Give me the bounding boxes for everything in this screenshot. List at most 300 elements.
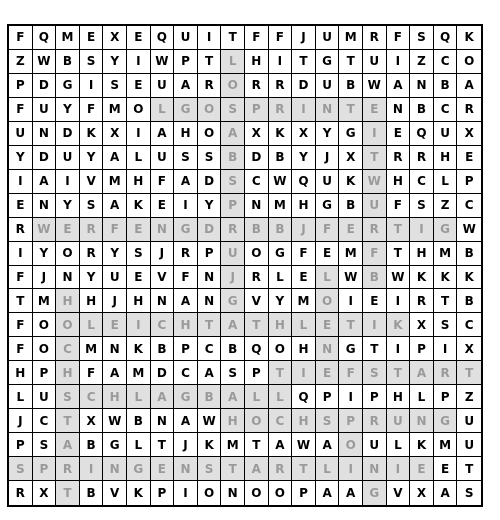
letter-cell[interactable]: P <box>198 242 222 266</box>
letter-cell[interactable]: F <box>9 313 33 337</box>
letter-cell[interactable]: L <box>316 266 340 290</box>
letter-cell[interactable]: C <box>434 98 458 122</box>
letter-cell[interactable]: K <box>127 337 151 361</box>
letter-cell[interactable]: L <box>80 313 104 337</box>
letter-cell[interactable]: A <box>221 385 245 409</box>
letter-cell[interactable]: J <box>316 146 340 170</box>
letter-cell[interactable]: U <box>9 122 33 146</box>
letter-cell[interactable]: T <box>387 361 411 385</box>
letter-cell[interactable]: I <box>363 313 387 337</box>
letter-cell[interactable]: R <box>9 218 33 242</box>
letter-cell[interactable]: O <box>198 122 222 146</box>
letter-cell[interactable]: E <box>339 218 363 242</box>
letter-cell[interactable]: R <box>80 218 104 242</box>
letter-cell[interactable]: S <box>198 457 222 481</box>
letter-cell[interactable]: F <box>9 98 33 122</box>
letter-cell[interactable]: X <box>457 337 481 361</box>
letter-cell[interactable]: E <box>151 457 175 481</box>
letter-cell[interactable]: T <box>363 337 387 361</box>
letter-cell[interactable]: F <box>316 218 340 242</box>
letter-cell[interactable]: B <box>339 74 363 98</box>
letter-cell[interactable]: H <box>434 146 458 170</box>
letter-cell[interactable]: C <box>33 409 57 433</box>
letter-cell[interactable]: L <box>221 50 245 74</box>
letter-cell[interactable]: R <box>269 457 293 481</box>
letter-cell[interactable]: E <box>434 457 458 481</box>
letter-cell[interactable]: S <box>80 194 104 218</box>
letter-cell[interactable]: R <box>80 242 104 266</box>
letter-cell[interactable]: R <box>245 266 269 290</box>
letter-cell[interactable]: N <box>174 457 198 481</box>
letter-cell[interactable]: A <box>457 74 481 98</box>
letter-cell[interactable]: G <box>174 98 198 122</box>
letter-cell[interactable]: K <box>127 194 151 218</box>
letter-cell[interactable]: B <box>457 242 481 266</box>
letter-cell[interactable]: I <box>387 457 411 481</box>
letter-cell[interactable]: D <box>198 218 222 242</box>
letter-cell[interactable]: O <box>198 481 222 505</box>
letter-cell[interactable]: G <box>316 50 340 74</box>
letter-cell[interactable]: N <box>151 409 175 433</box>
letter-cell[interactable]: Q <box>292 170 316 194</box>
letter-cell[interactable]: E <box>387 122 411 146</box>
letter-cell[interactable]: S <box>103 74 127 98</box>
letter-cell[interactable]: C <box>410 170 434 194</box>
letter-cell[interactable]: W <box>387 266 411 290</box>
letter-cell[interactable]: Y <box>292 146 316 170</box>
letter-cell[interactable]: K <box>387 313 411 337</box>
letter-cell[interactable]: C <box>80 385 104 409</box>
letter-cell[interactable]: E <box>127 74 151 98</box>
letter-cell[interactable]: T <box>269 361 293 385</box>
letter-cell[interactable]: K <box>127 481 151 505</box>
letter-cell[interactable]: I <box>269 50 293 74</box>
letter-cell[interactable]: T <box>221 457 245 481</box>
letter-cell[interactable]: H <box>387 170 411 194</box>
letter-cell[interactable]: T <box>292 50 316 74</box>
letter-cell[interactable]: W <box>33 50 57 74</box>
letter-cell[interactable]: S <box>127 242 151 266</box>
letter-cell[interactable]: W <box>198 409 222 433</box>
letter-cell[interactable]: L <box>127 385 151 409</box>
letter-cell[interactable]: L <box>387 433 411 457</box>
letter-cell[interactable]: R <box>221 218 245 242</box>
letter-cell[interactable]: I <box>387 337 411 361</box>
letter-cell[interactable]: I <box>292 361 316 385</box>
letter-cell[interactable]: T <box>457 457 481 481</box>
letter-cell[interactable]: N <box>103 337 127 361</box>
letter-cell[interactable]: H <box>410 242 434 266</box>
letter-cell[interactable]: U <box>316 74 340 98</box>
letter-cell[interactable]: F <box>80 98 104 122</box>
letter-cell[interactable]: I <box>339 385 363 409</box>
letter-cell[interactable]: S <box>410 194 434 218</box>
letter-cell[interactable]: I <box>339 289 363 313</box>
letter-cell[interactable]: U <box>316 170 340 194</box>
letter-cell[interactable]: S <box>9 457 33 481</box>
letter-cell[interactable]: N <box>387 98 411 122</box>
letter-cell[interactable]: B <box>221 337 245 361</box>
letter-cell[interactable]: R <box>245 74 269 98</box>
letter-cell[interactable]: G <box>339 337 363 361</box>
letter-cell[interactable]: X <box>410 481 434 505</box>
letter-cell[interactable]: F <box>269 26 293 50</box>
letter-cell[interactable]: M <box>339 242 363 266</box>
letter-cell[interactable]: O <box>198 98 222 122</box>
letter-cell[interactable]: T <box>221 26 245 50</box>
letter-cell[interactable]: U <box>221 242 245 266</box>
letter-cell[interactable]: J <box>9 409 33 433</box>
letter-cell[interactable]: N <box>151 218 175 242</box>
letter-cell[interactable]: S <box>221 361 245 385</box>
letter-cell[interactable]: L <box>269 266 293 290</box>
letter-cell[interactable]: E <box>80 26 104 50</box>
letter-cell[interactable]: T <box>292 457 316 481</box>
letter-cell[interactable]: C <box>198 337 222 361</box>
letter-cell[interactable]: G <box>316 194 340 218</box>
letter-cell[interactable]: L <box>292 313 316 337</box>
letter-cell[interactable]: R <box>434 361 458 385</box>
letter-cell[interactable]: X <box>80 409 104 433</box>
letter-cell[interactable]: G <box>434 409 458 433</box>
letter-cell[interactable]: I <box>9 170 33 194</box>
letter-cell[interactable]: T <box>339 98 363 122</box>
letter-cell[interactable]: T <box>339 313 363 337</box>
letter-cell[interactable]: U <box>434 122 458 146</box>
letter-cell[interactable]: A <box>174 409 198 433</box>
letter-cell[interactable]: G <box>56 74 80 98</box>
letter-cell[interactable]: G <box>339 122 363 146</box>
letter-cell[interactable]: E <box>151 194 175 218</box>
letter-cell[interactable]: I <box>174 194 198 218</box>
letter-cell[interactable]: R <box>410 289 434 313</box>
letter-cell[interactable]: K <box>457 26 481 50</box>
letter-cell[interactable]: S <box>221 98 245 122</box>
letter-cell[interactable]: X <box>339 146 363 170</box>
letter-cell[interactable]: F <box>339 361 363 385</box>
letter-cell[interactable]: W <box>363 170 387 194</box>
letter-cell[interactable]: I <box>127 122 151 146</box>
letter-cell[interactable]: P <box>410 337 434 361</box>
letter-cell[interactable]: C <box>56 337 80 361</box>
letter-cell[interactable]: M <box>269 194 293 218</box>
letter-cell[interactable]: D <box>33 74 57 98</box>
letter-cell[interactable]: Q <box>245 337 269 361</box>
letter-cell[interactable]: F <box>9 26 33 50</box>
letter-cell[interactable]: H <box>80 289 104 313</box>
letter-cell[interactable]: S <box>410 26 434 50</box>
letter-cell[interactable]: L <box>434 170 458 194</box>
letter-cell[interactable]: G <box>269 242 293 266</box>
letter-cell[interactable]: A <box>198 361 222 385</box>
letter-cell[interactable]: H <box>245 50 269 74</box>
letter-cell[interactable]: S <box>316 409 340 433</box>
letter-cell[interactable]: K <box>269 122 293 146</box>
letter-cell[interactable]: B <box>269 218 293 242</box>
letter-cell[interactable]: X <box>457 122 481 146</box>
letter-cell[interactable]: S <box>174 146 198 170</box>
letter-cell[interactable]: I <box>387 289 411 313</box>
letter-cell[interactable]: Y <box>198 194 222 218</box>
letter-cell[interactable]: N <box>245 194 269 218</box>
letter-cell[interactable]: A <box>33 170 57 194</box>
letter-cell[interactable]: J <box>151 242 175 266</box>
letter-cell[interactable]: L <box>269 385 293 409</box>
letter-cell[interactable]: F <box>151 170 175 194</box>
letter-cell[interactable]: T <box>363 146 387 170</box>
letter-cell[interactable]: H <box>103 385 127 409</box>
letter-cell[interactable]: U <box>151 146 175 170</box>
letter-cell[interactable]: D <box>245 146 269 170</box>
letter-cell[interactable]: K <box>410 433 434 457</box>
letter-cell[interactable]: F <box>363 242 387 266</box>
letter-cell[interactable]: M <box>127 361 151 385</box>
letter-cell[interactable]: R <box>269 98 293 122</box>
letter-cell[interactable]: G <box>174 218 198 242</box>
letter-cell[interactable]: L <box>151 98 175 122</box>
letter-cell[interactable]: T <box>245 433 269 457</box>
letter-cell[interactable]: P <box>174 337 198 361</box>
letter-cell[interactable]: P <box>174 50 198 74</box>
letter-cell[interactable]: D <box>33 146 57 170</box>
letter-cell[interactable]: U <box>457 433 481 457</box>
letter-cell[interactable]: O <box>316 289 340 313</box>
letter-cell[interactable]: T <box>387 242 411 266</box>
letter-cell[interactable]: S <box>56 385 80 409</box>
letter-cell[interactable]: Q <box>292 385 316 409</box>
letter-cell[interactable]: A <box>269 433 293 457</box>
letter-cell[interactable]: E <box>316 361 340 385</box>
letter-cell[interactable]: B <box>410 98 434 122</box>
letter-cell[interactable]: P <box>33 457 57 481</box>
letter-cell[interactable]: R <box>363 26 387 50</box>
letter-cell[interactable]: A <box>245 457 269 481</box>
letter-cell[interactable]: S <box>363 361 387 385</box>
letter-cell[interactable]: S <box>457 481 481 505</box>
letter-cell[interactable]: E <box>316 313 340 337</box>
letter-cell[interactable]: W <box>363 74 387 98</box>
letter-cell[interactable]: Y <box>316 122 340 146</box>
letter-cell[interactable]: J <box>292 218 316 242</box>
letter-cell[interactable]: Y <box>56 194 80 218</box>
letter-cell[interactable]: B <box>221 146 245 170</box>
letter-cell[interactable]: I <box>387 50 411 74</box>
letter-cell[interactable]: U <box>387 409 411 433</box>
letter-cell[interactable]: I <box>363 122 387 146</box>
letter-cell[interactable]: U <box>33 385 57 409</box>
letter-cell[interactable]: R <box>174 242 198 266</box>
letter-cell[interactable]: A <box>316 433 340 457</box>
letter-cell[interactable]: B <box>339 194 363 218</box>
letter-cell[interactable]: T <box>56 409 80 433</box>
letter-cell[interactable]: C <box>151 313 175 337</box>
letter-cell[interactable]: A <box>56 433 80 457</box>
letter-cell[interactable]: X <box>245 122 269 146</box>
letter-cell[interactable]: W <box>292 433 316 457</box>
letter-cell[interactable]: D <box>151 361 175 385</box>
letter-cell[interactable]: A <box>103 361 127 385</box>
letter-cell[interactable]: L <box>127 146 151 170</box>
letter-cell[interactable]: H <box>127 289 151 313</box>
letter-cell[interactable]: A <box>174 170 198 194</box>
letter-cell[interactable]: K <box>434 266 458 290</box>
letter-cell[interactable]: D <box>292 74 316 98</box>
letter-cell[interactable]: O <box>33 337 57 361</box>
letter-cell[interactable]: N <box>410 409 434 433</box>
letter-cell[interactable]: M <box>56 26 80 50</box>
letter-cell[interactable]: U <box>174 26 198 50</box>
letter-cell[interactable]: P <box>457 170 481 194</box>
letter-cell[interactable]: Z <box>457 385 481 409</box>
letter-cell[interactable]: E <box>127 218 151 242</box>
letter-cell[interactable]: A <box>103 194 127 218</box>
letter-cell[interactable]: R <box>269 74 293 98</box>
letter-cell[interactable]: H <box>292 337 316 361</box>
letter-cell[interactable]: Q <box>410 122 434 146</box>
letter-cell[interactable]: C <box>434 50 458 74</box>
letter-cell[interactable]: T <box>387 218 411 242</box>
letter-cell[interactable]: E <box>363 289 387 313</box>
letter-cell[interactable]: M <box>434 242 458 266</box>
letter-cell[interactable]: K <box>410 266 434 290</box>
letter-cell[interactable]: C <box>174 361 198 385</box>
letter-cell[interactable]: P <box>245 98 269 122</box>
letter-cell[interactable]: S <box>80 50 104 74</box>
letter-cell[interactable]: G <box>363 481 387 505</box>
letter-cell[interactable]: B <box>127 409 151 433</box>
letter-cell[interactable]: K <box>339 170 363 194</box>
letter-cell[interactable]: B <box>245 218 269 242</box>
letter-cell[interactable]: N <box>103 457 127 481</box>
letter-cell[interactable]: Q <box>434 26 458 50</box>
letter-cell[interactable]: I <box>410 218 434 242</box>
letter-cell[interactable]: H <box>174 313 198 337</box>
letter-cell[interactable]: O <box>56 313 80 337</box>
letter-cell[interactable]: B <box>269 146 293 170</box>
letter-cell[interactable]: X <box>103 26 127 50</box>
letter-cell[interactable]: J <box>174 433 198 457</box>
letter-cell[interactable]: B <box>151 337 175 361</box>
letter-cell[interactable]: N <box>316 98 340 122</box>
letter-cell[interactable]: O <box>245 409 269 433</box>
letter-cell[interactable]: A <box>151 122 175 146</box>
letter-cell[interactable]: M <box>221 433 245 457</box>
letter-cell[interactable]: Q <box>33 26 57 50</box>
letter-cell[interactable]: F <box>292 242 316 266</box>
letter-cell[interactable]: J <box>221 266 245 290</box>
letter-cell[interactable]: L <box>316 457 340 481</box>
letter-cell[interactable]: W <box>457 218 481 242</box>
letter-cell[interactable]: W <box>151 50 175 74</box>
letter-cell[interactable]: H <box>292 194 316 218</box>
letter-cell[interactable]: S <box>221 170 245 194</box>
letter-cell[interactable]: N <box>33 122 57 146</box>
letter-cell[interactable]: C <box>245 170 269 194</box>
letter-cell[interactable]: S <box>198 146 222 170</box>
letter-cell[interactable]: W <box>339 266 363 290</box>
letter-cell[interactable]: L <box>245 385 269 409</box>
letter-cell[interactable]: Z <box>9 50 33 74</box>
letter-cell[interactable]: C <box>269 409 293 433</box>
letter-cell[interactable]: P <box>434 385 458 409</box>
letter-cell[interactable]: J <box>33 266 57 290</box>
letter-cell[interactable]: P <box>221 194 245 218</box>
letter-cell[interactable]: V <box>103 481 127 505</box>
letter-cell[interactable]: U <box>33 98 57 122</box>
letter-cell[interactable]: F <box>80 361 104 385</box>
letter-cell[interactable]: N <box>33 194 57 218</box>
letter-cell[interactable]: P <box>9 433 33 457</box>
letter-cell[interactable]: E <box>457 146 481 170</box>
letter-cell[interactable]: B <box>80 433 104 457</box>
letter-cell[interactable]: I <box>80 74 104 98</box>
letter-cell[interactable]: T <box>198 313 222 337</box>
letter-cell[interactable]: V <box>245 289 269 313</box>
letter-cell[interactable]: U <box>363 433 387 457</box>
letter-cell[interactable]: W <box>269 170 293 194</box>
letter-cell[interactable]: V <box>387 481 411 505</box>
letter-cell[interactable]: I <box>127 50 151 74</box>
letter-cell[interactable]: Q <box>151 26 175 50</box>
letter-cell[interactable]: S <box>434 313 458 337</box>
letter-cell[interactable]: B <box>198 385 222 409</box>
letter-cell[interactable]: A <box>316 481 340 505</box>
letter-cell[interactable]: X <box>33 481 57 505</box>
letter-cell[interactable]: R <box>363 218 387 242</box>
letter-cell[interactable]: O <box>457 50 481 74</box>
letter-cell[interactable]: G <box>103 433 127 457</box>
letter-cell[interactable]: N <box>316 337 340 361</box>
letter-cell[interactable]: Y <box>33 242 57 266</box>
letter-cell[interactable]: U <box>56 146 80 170</box>
letter-cell[interactable]: O <box>269 337 293 361</box>
letter-cell[interactable]: I <box>56 170 80 194</box>
letter-cell[interactable]: H <box>269 313 293 337</box>
letter-cell[interactable]: M <box>103 98 127 122</box>
letter-cell[interactable]: A <box>174 289 198 313</box>
letter-cell[interactable]: F <box>245 26 269 50</box>
letter-cell[interactable]: G <box>127 457 151 481</box>
letter-cell[interactable]: I <box>174 481 198 505</box>
letter-cell[interactable]: N <box>363 457 387 481</box>
letter-cell[interactable]: Y <box>80 266 104 290</box>
letter-cell[interactable]: R <box>56 457 80 481</box>
letter-cell[interactable]: W <box>103 409 127 433</box>
letter-cell[interactable]: U <box>151 74 175 98</box>
letter-cell[interactable]: T <box>434 289 458 313</box>
letter-cell[interactable]: U <box>103 266 127 290</box>
letter-cell[interactable]: P <box>292 481 316 505</box>
letter-cell[interactable]: P <box>339 409 363 433</box>
letter-cell[interactable]: E <box>292 266 316 290</box>
letter-cell[interactable]: A <box>151 385 175 409</box>
letter-cell[interactable]: I <box>434 337 458 361</box>
letter-cell[interactable]: N <box>410 74 434 98</box>
letter-cell[interactable]: F <box>174 266 198 290</box>
letter-cell[interactable]: M <box>33 289 57 313</box>
letter-cell[interactable]: M <box>103 170 127 194</box>
letter-cell[interactable]: T <box>457 361 481 385</box>
letter-cell[interactable]: R <box>387 146 411 170</box>
letter-cell[interactable]: R <box>410 146 434 170</box>
letter-cell[interactable]: K <box>198 433 222 457</box>
letter-cell[interactable]: K <box>80 122 104 146</box>
letter-cell[interactable]: E <box>127 266 151 290</box>
letter-cell[interactable]: T <box>339 50 363 74</box>
letter-cell[interactable]: H <box>56 361 80 385</box>
letter-cell[interactable]: I <box>292 98 316 122</box>
letter-cell[interactable]: C <box>457 194 481 218</box>
